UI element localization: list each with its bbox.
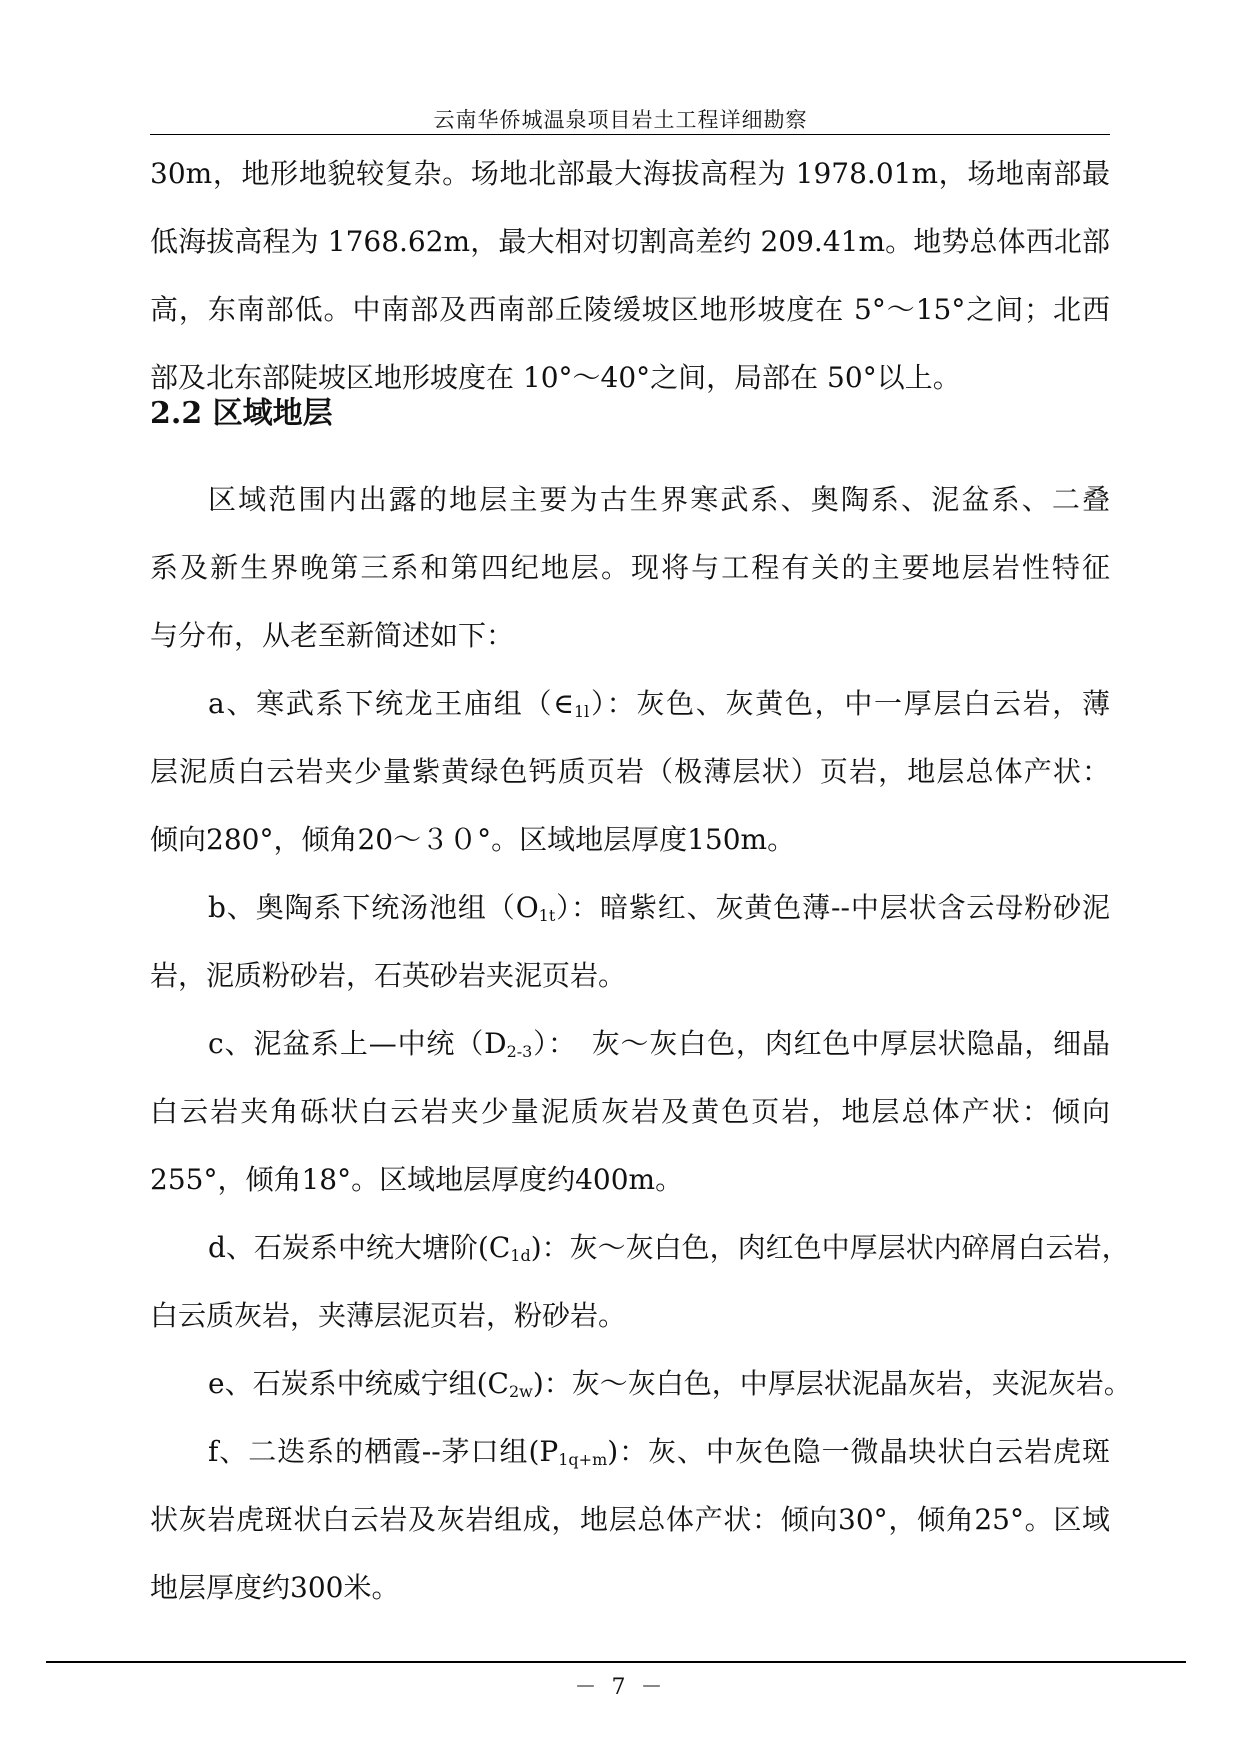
stratum-a-line <box>150 670 1110 738</box>
text-line: 部及北东部陡坡区地形坡度在 10°～40°之间，局部在 50°以上。 <box>150 361 961 394</box>
stratigraphy-section <box>150 466 1132 1622</box>
stratum-c-line <box>150 1010 1110 1078</box>
text-line: 系及新生界晚第三系和第四纪地层。现将与工程有关的主要地层岩性特征 <box>150 551 1110 584</box>
stratum-d-desc: )：灰～灰白色，肉红色中厚层状内碎屑白云岩， <box>530 1231 1130 1264</box>
footer-divider <box>46 1661 1186 1663</box>
text-line: 倾向280°，倾角20～３０°。区域地层厚度150m。 <box>150 823 796 856</box>
stratum-e-name: e、石炭系中统威宁组( <box>208 1367 488 1400</box>
section-heading: 2.2 区域地层 <box>150 396 333 431</box>
stratum-b-line <box>150 874 1110 942</box>
stratum-a-symbol: ∈ <box>553 687 574 720</box>
text-line: 地层厚度约300米。 <box>150 1571 400 1604</box>
stratum-d-symbol: C <box>488 1231 511 1264</box>
text-line: 与分布，从老至新简述如下： <box>150 619 515 652</box>
stratum-e-desc: )：灰～灰白色，中厚层状泥晶灰岩，夹泥灰岩。 <box>532 1367 1132 1400</box>
text-line: 状灰岩虎斑状白云岩及灰岩组成，地层总体产状：倾向30°，倾角25°。区域 <box>150 1503 1110 1536</box>
page-number: － 7 － <box>574 1675 667 1700</box>
stratum-b-name: b、奥陶系下统汤池组（ <box>208 891 516 924</box>
stratum-b-desc: ）：暗紫红、灰黄色薄--中层状含云母粉砂泥 <box>555 891 1110 924</box>
text-line: 30m，地形地貌较复杂。场地北部最大海拔高程为 1978.01m，场地南部最 <box>150 157 1110 190</box>
text-line: 低海拔高程为 1768.62m，最大相对切割高差约 209.41m。地势总体西北部 <box>150 225 1110 258</box>
text-line: 白云质灰岩，夹薄层泥页岩，粉砂岩。 <box>150 1299 627 1332</box>
stratum-c-symbol: D <box>484 1027 507 1060</box>
header-divider <box>150 134 1110 135</box>
stratum-d-name: d、石炭系中统大塘阶( <box>208 1231 489 1264</box>
stratum-a-desc: ）：灰色、灰黄色，中一厚层白云岩，薄 <box>589 687 1110 720</box>
stratum-f-line <box>150 1418 1110 1486</box>
stratum-c-subscript: 2-3 <box>506 1042 533 1061</box>
stratum-e-symbol: C <box>487 1367 509 1400</box>
stratum-a-subscript: 1l <box>573 702 590 721</box>
page-header-title: 云南华侨城温泉项目岩土工程详细勘察 <box>433 108 808 132</box>
intro-paragraph <box>150 140 1110 412</box>
stratum-a-name: a、寒武系下统龙王庙组（ <box>208 687 554 720</box>
stratum-b-symbol: O <box>515 891 539 924</box>
stratum-c-desc: ）： 灰～灰白色，肉红色中厚层状隐晶，细晶 <box>532 1027 1110 1060</box>
text-line: 区域范围内出露的地层主要为古生界寒武系、奥陶系、泥盆系、二叠 <box>208 483 1110 516</box>
stratum-d-line <box>150 1214 1130 1282</box>
text-line: 层泥质白云岩夹少量紫黄绿色钙质页岩（极薄层状）页岩，地层总体产状： <box>150 755 1110 788</box>
stratum-b-subscript: 1t <box>538 906 556 925</box>
text-line: 岩，泥质粉砂岩，石英砂岩夹泥页岩。 <box>150 959 627 992</box>
stratum-e-subscript: 2w <box>508 1382 533 1401</box>
text-line: 255°，倾角18°。区域地层厚度约400m。 <box>150 1163 684 1196</box>
stratum-c-name: c、泥盆系上—中统（ <box>208 1027 485 1060</box>
stratum-e-line <box>150 1350 1132 1418</box>
text-line: 白云岩夹角砾状白云岩夹少量泥质灰岩及黄色页岩，地层总体产状：倾向 <box>150 1095 1110 1128</box>
stratum-f-symbol: P <box>539 1435 559 1468</box>
stratum-d-subscript: 1d <box>510 1246 531 1265</box>
text-line: 高，东南部低。中南部及西南部丘陵缓坡区地形坡度在 5°～15°之间；北西 <box>150 293 1110 326</box>
stratum-f-subscript: 1q+m <box>558 1450 608 1469</box>
stratum-f-name: f、二迭系的栖霞--茅口组( <box>208 1435 540 1468</box>
stratum-f-desc: )：灰、中灰色隐一微晶块状白云岩虎斑 <box>607 1435 1110 1468</box>
